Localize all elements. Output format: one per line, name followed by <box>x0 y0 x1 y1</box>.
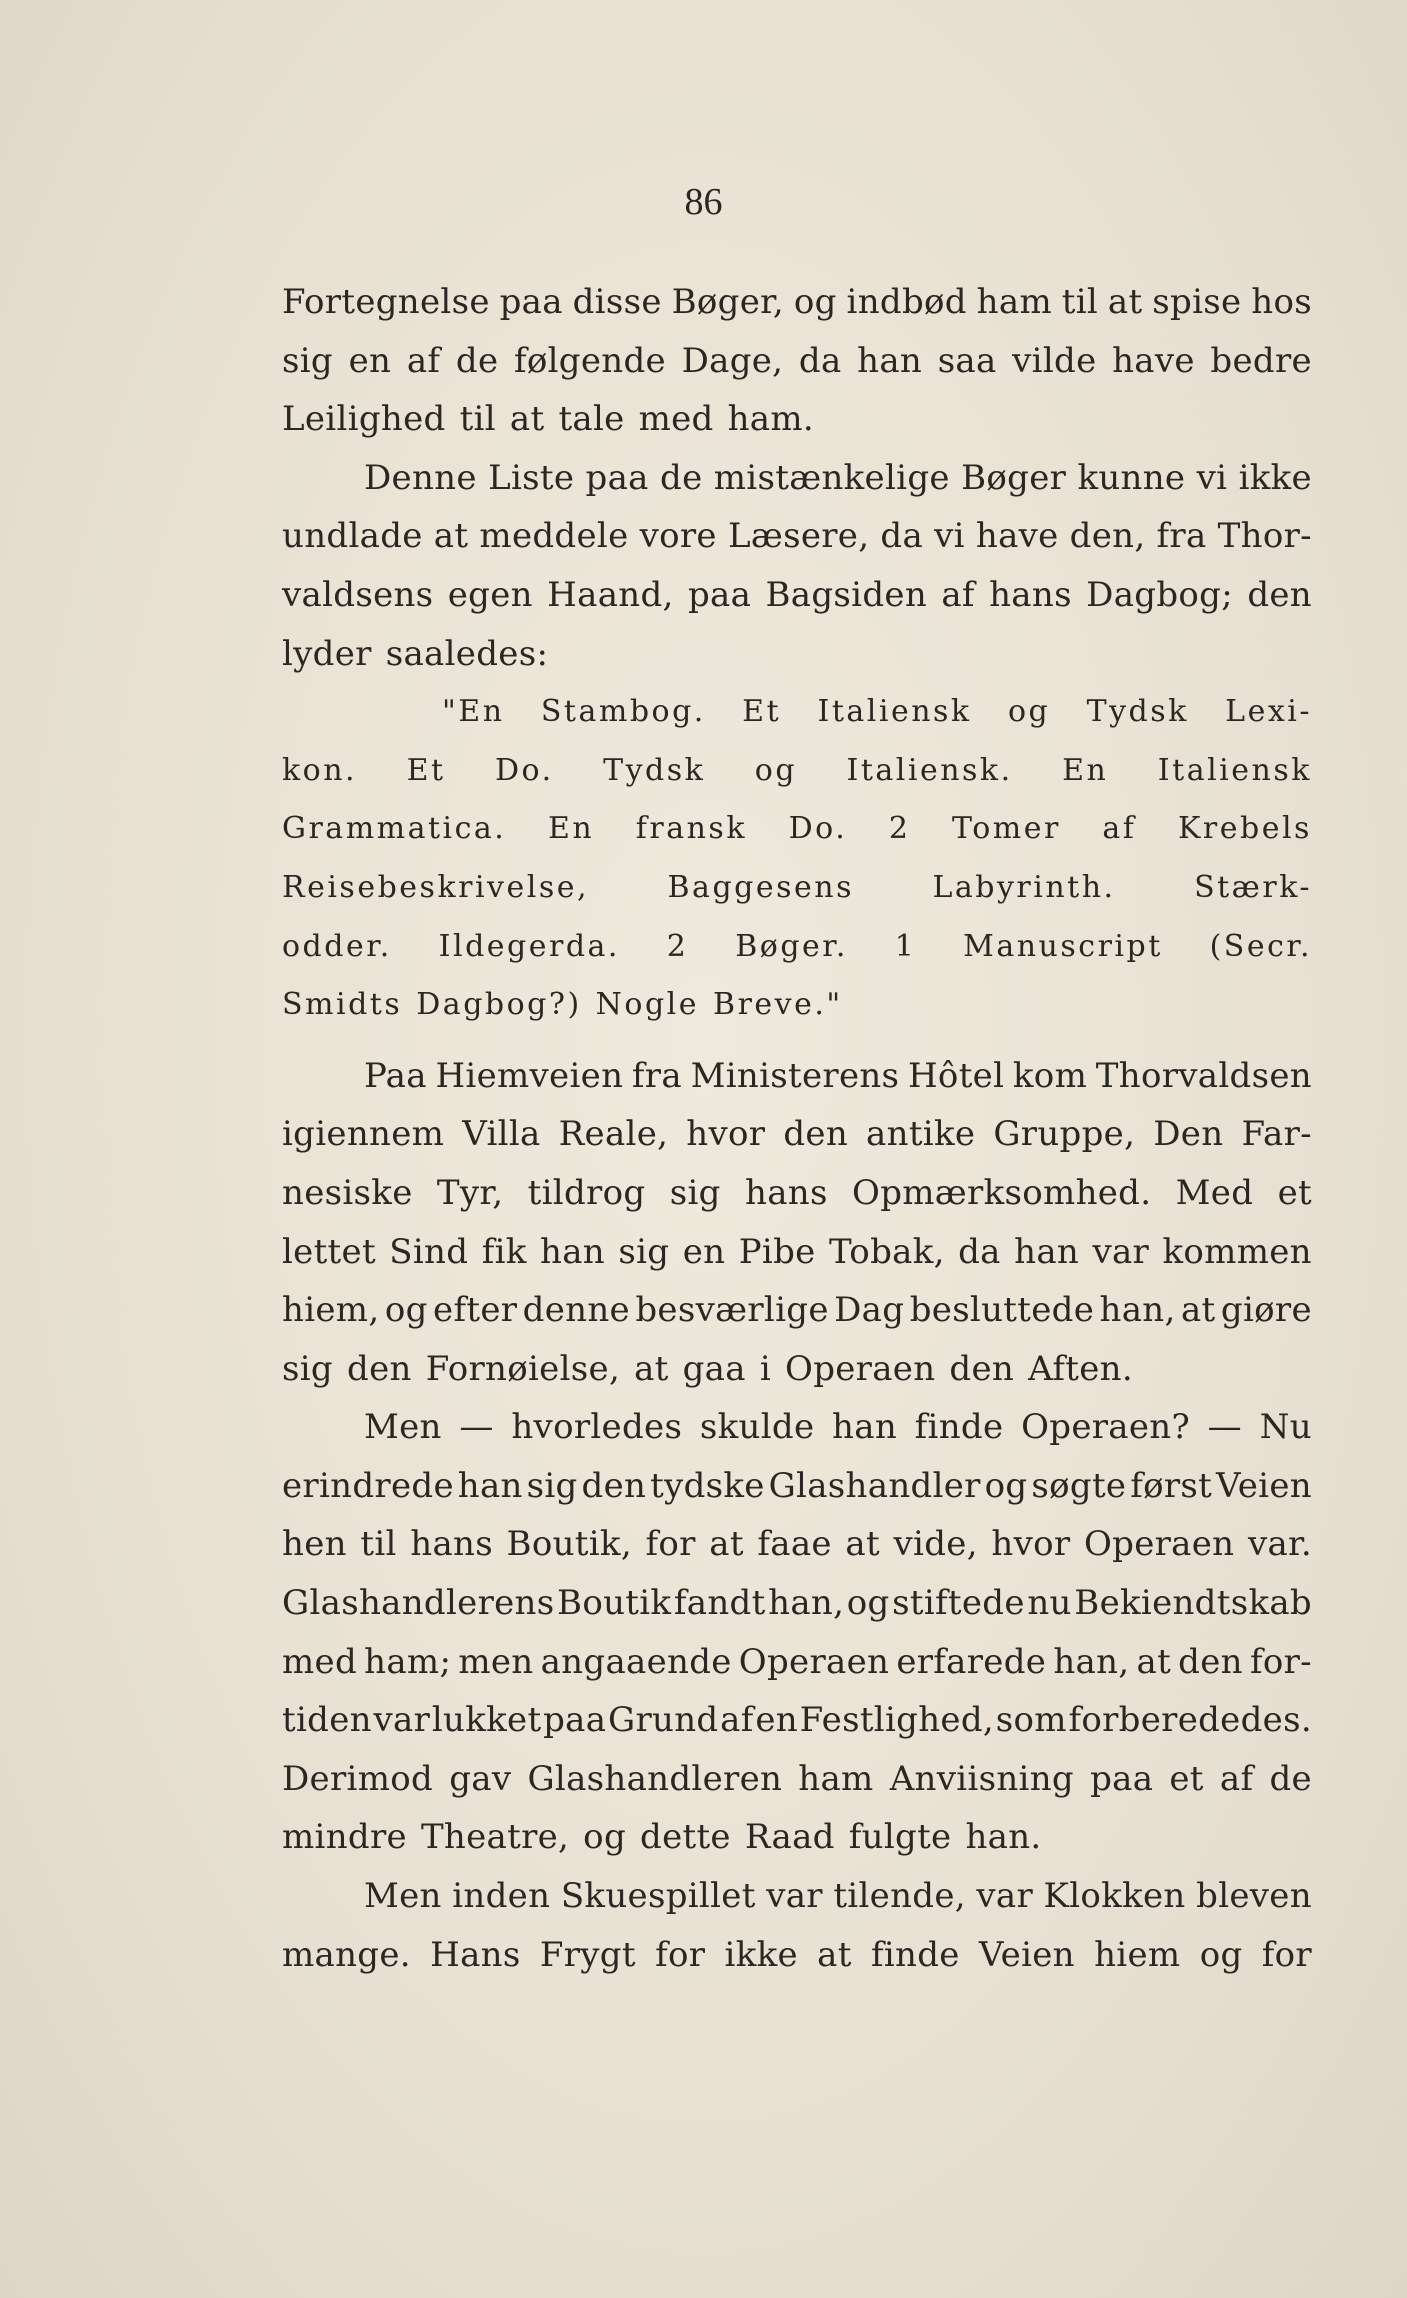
word: finde <box>914 1407 1004 1448</box>
paragraph-spacer <box>282 1035 1312 1047</box>
word: Tobak, <box>828 1231 945 1272</box>
word: var <box>766 1876 823 1917</box>
word: var <box>1092 1231 1150 1272</box>
text-line <box>282 1633 1312 1692</box>
word: vi <box>934 516 965 557</box>
word: fransk <box>635 811 748 847</box>
word: de <box>1269 1758 1312 1799</box>
word: Tomer <box>952 811 1061 847</box>
word: Reale, <box>558 1114 669 1155</box>
word: af <box>406 340 441 381</box>
word: kom <box>1012 1055 1088 1096</box>
word: Veien <box>1216 1465 1312 1506</box>
word: ham <box>798 1758 874 1799</box>
word: ham. <box>727 399 815 440</box>
word: Leilighed <box>282 399 446 440</box>
word: Glashandler <box>768 1465 981 1506</box>
word: bedre <box>1210 340 1312 381</box>
word: — <box>1207 1407 1242 1448</box>
word: angaaende <box>540 1641 732 1682</box>
paragraph <box>282 1047 1312 1399</box>
word: Hiemveien <box>435 1055 624 1096</box>
text-line <box>282 1808 1312 1867</box>
word: Nu <box>1259 1407 1312 1448</box>
word: besluttede <box>909 1290 1095 1331</box>
word: Far- <box>1241 1114 1312 1155</box>
text-line <box>282 683 1312 742</box>
word: nu <box>1027 1583 1072 1624</box>
word: Bøger, <box>671 282 785 322</box>
word: egen <box>447 574 533 615</box>
body-text <box>282 273 1312 1984</box>
text-line <box>282 800 1312 859</box>
word: Thorvaldsen <box>1095 1055 1312 1096</box>
word: Operaen <box>1083 1524 1235 1565</box>
word: af <box>1219 1758 1254 1799</box>
word: følgende <box>513 340 666 381</box>
word: Paa <box>364 1055 427 1096</box>
page-number: 86 <box>684 181 723 223</box>
word: dette <box>640 1817 731 1858</box>
book-list-quote <box>282 683 1312 1035</box>
word: at <box>634 1348 669 1389</box>
text-line <box>282 1105 1312 1164</box>
word: Denne <box>364 457 477 498</box>
word: Breve." <box>713 987 843 1023</box>
text-line <box>282 1164 1312 1223</box>
word: i <box>759 1348 772 1389</box>
text-line <box>282 449 1312 508</box>
word: Bøger <box>961 457 1067 498</box>
text-line <box>282 1926 1312 1985</box>
word: Raad <box>744 1817 835 1858</box>
word: ham <box>976 282 1052 322</box>
word: at <box>817 1934 852 1975</box>
word: saaledes: <box>385 633 549 674</box>
word: ham; <box>364 1641 452 1682</box>
word: var. <box>1247 1524 1312 1565</box>
word: mindre <box>282 1817 407 1858</box>
word: da <box>958 1231 1001 1272</box>
word: vore <box>639 516 717 557</box>
word: fra <box>631 1055 682 1096</box>
word: — <box>459 1407 494 1448</box>
word: Thor- <box>1217 516 1312 557</box>
word: lettet <box>282 1231 376 1272</box>
word: af <box>720 1700 754 1741</box>
word: han <box>540 1231 605 1272</box>
word: sig <box>669 1172 721 1213</box>
word: kon. <box>282 752 358 788</box>
word: han <box>857 340 923 381</box>
word: undlade <box>282 516 423 557</box>
word: (Secr. <box>1209 928 1312 964</box>
word: 2 <box>666 928 689 964</box>
word: Fornøielse, <box>425 1348 621 1389</box>
word: paa <box>543 1700 607 1741</box>
word: med <box>638 399 714 440</box>
word: til <box>360 1524 397 1565</box>
word: og <box>1007 694 1051 730</box>
word: den <box>1247 574 1312 615</box>
word: disse <box>572 282 662 322</box>
word: spise <box>1152 282 1242 322</box>
word: han, <box>1099 1290 1176 1331</box>
word: og <box>754 752 798 788</box>
word: En <box>547 811 595 847</box>
word: tildrog <box>527 1172 646 1213</box>
text-line <box>282 390 1312 449</box>
word: sig <box>618 1231 670 1272</box>
word: Fortegnelse <box>282 282 490 322</box>
word: Tydsk <box>1086 694 1189 730</box>
word: Hans <box>430 1934 521 1975</box>
word: Italiensk <box>1157 752 1312 788</box>
word: Bekiendtskab <box>1074 1583 1312 1624</box>
word: nesiske <box>282 1172 413 1213</box>
word: vi <box>1196 457 1228 498</box>
word: Anviisning <box>889 1758 1074 1799</box>
word: 2 <box>888 811 911 847</box>
word: saa <box>937 340 997 381</box>
word: Haand, <box>547 574 674 615</box>
word: var <box>976 1876 1034 1917</box>
word: den <box>347 1348 412 1389</box>
word: Festlighed, <box>799 1700 995 1741</box>
word: Grammatica. <box>282 811 507 847</box>
word: erfarede <box>896 1641 1047 1682</box>
word: søgte <box>1031 1465 1127 1506</box>
word: Derimod <box>282 1758 434 1799</box>
word: da <box>798 340 842 381</box>
word: Læsere, <box>727 516 870 557</box>
word: han <box>1014 1231 1080 1272</box>
word: Dag <box>834 1290 905 1331</box>
text-line <box>282 1750 1312 1809</box>
word: et <box>1169 1758 1204 1799</box>
word: hvor <box>991 1524 1071 1565</box>
word: Sind <box>389 1231 469 1272</box>
word: Dagbog; <box>1086 574 1233 615</box>
word: Veien <box>978 1934 1075 1975</box>
word: have <box>975 516 1059 557</box>
word: have <box>1112 340 1195 381</box>
word: men <box>458 1641 534 1682</box>
text-line <box>282 1047 1312 1106</box>
word: han. <box>965 1817 1042 1858</box>
word: sig <box>282 340 333 381</box>
word: Boutik, <box>506 1524 632 1565</box>
word: faae <box>757 1524 832 1565</box>
word: den <box>581 1465 647 1506</box>
word: fra <box>1156 516 1207 557</box>
word: erindrede <box>282 1465 454 1506</box>
word: og <box>984 1465 1028 1506</box>
word: Men <box>364 1407 442 1448</box>
word: efter <box>433 1290 518 1331</box>
word: Gruppe, <box>993 1114 1136 1155</box>
word: denne <box>522 1290 630 1331</box>
word: Nogle <box>595 987 700 1023</box>
word: at <box>509 399 545 440</box>
word: Manuscript <box>963 928 1163 964</box>
word: hen <box>282 1524 347 1565</box>
word: tilende, <box>833 1876 966 1917</box>
word: Italiensk <box>817 694 972 730</box>
word: at <box>1107 282 1143 322</box>
word: Theatre, <box>420 1817 570 1858</box>
word: lyder <box>282 633 372 674</box>
text-line <box>282 1223 1312 1282</box>
word: vilde <box>1012 340 1097 381</box>
word: den <box>783 1114 849 1155</box>
word: som <box>995 1700 1067 1741</box>
word: da <box>880 516 924 557</box>
word: at <box>1136 1641 1172 1682</box>
word: Opmærksomhed. <box>852 1172 1152 1213</box>
word: sig <box>526 1465 578 1506</box>
word: at <box>433 516 469 557</box>
word: Skuespillet <box>560 1876 756 1917</box>
text-line <box>282 976 1312 1035</box>
word: Med <box>1175 1172 1254 1213</box>
word: at <box>845 1524 880 1565</box>
word: han, <box>768 1583 845 1624</box>
word: en <box>682 1231 726 1272</box>
word: Den <box>1153 1114 1224 1155</box>
word: Baggesens <box>667 869 854 905</box>
word: Men <box>364 1876 442 1917</box>
word: Ministerens <box>690 1055 900 1096</box>
word: Et <box>742 694 782 730</box>
word: Liste <box>488 457 575 498</box>
word: stiftede <box>892 1583 1025 1624</box>
word: besværlige <box>635 1290 829 1331</box>
word: forberededes. <box>1068 1700 1312 1741</box>
word: skulde <box>699 1407 815 1448</box>
word: de <box>660 457 703 498</box>
word: for <box>655 1934 706 1975</box>
word: Italiensk. <box>846 752 1013 788</box>
word: hvorledes <box>511 1407 683 1448</box>
word: hos <box>1251 282 1312 322</box>
word: paa <box>499 282 563 322</box>
word: og <box>583 1817 627 1858</box>
word: mange. <box>282 1934 411 1975</box>
word: at <box>1180 1290 1216 1331</box>
text-line <box>282 566 1312 625</box>
word: Do. <box>494 752 554 788</box>
word: for- <box>1249 1641 1312 1682</box>
word: odder. <box>282 928 392 964</box>
text-line <box>282 1574 1312 1633</box>
word: af <box>941 574 975 615</box>
word: til <box>459 399 496 440</box>
word: Krebels <box>1178 811 1312 847</box>
paragraph <box>282 1867 1312 1984</box>
word: Ildegerda. <box>438 928 620 964</box>
text-line <box>282 1515 1312 1574</box>
text-line <box>282 1457 1312 1516</box>
text-line <box>282 273 1312 332</box>
word: Operaen? <box>1021 1407 1191 1448</box>
text-line <box>282 918 1312 977</box>
word: antike <box>866 1114 976 1155</box>
paragraph <box>282 449 1312 683</box>
word: Tydsk <box>603 752 706 788</box>
word: ikke <box>724 1934 798 1975</box>
word: og <box>1199 1934 1243 1975</box>
word: og <box>846 1583 890 1624</box>
word: 1 <box>894 928 917 964</box>
word: til <box>1061 282 1099 322</box>
word: "En <box>442 694 505 730</box>
word: for <box>1261 1934 1312 1975</box>
word: igiennem <box>282 1114 445 1155</box>
word: fik <box>481 1231 527 1272</box>
text-line <box>282 507 1312 566</box>
word: han <box>832 1407 898 1448</box>
word: finde <box>870 1934 960 1975</box>
word: giøre <box>1220 1290 1312 1331</box>
word: valdsens <box>282 574 434 615</box>
text-line <box>282 742 1312 801</box>
word: Stambog. <box>540 694 706 730</box>
word: ikke <box>1238 457 1312 498</box>
word: en <box>348 340 392 381</box>
word: at <box>709 1524 744 1565</box>
word: bleven <box>1196 1876 1312 1917</box>
word: af <box>1102 811 1137 847</box>
text-line <box>282 1867 1312 1926</box>
word: vide, <box>893 1524 978 1565</box>
word: Pibe <box>738 1231 816 1272</box>
word: fandt <box>673 1583 766 1624</box>
word: tale <box>558 399 625 440</box>
word: Boutik <box>557 1583 672 1624</box>
word: mistænkelige <box>713 457 950 498</box>
word: han, <box>1053 1641 1130 1682</box>
word: først <box>1130 1465 1213 1506</box>
word: Do. <box>788 811 848 847</box>
word: Grund <box>608 1700 719 1741</box>
word: Operaen <box>738 1641 890 1682</box>
word: hiem, <box>282 1290 380 1331</box>
word: Labyrinth. <box>932 869 1116 905</box>
text-line <box>282 1340 1312 1399</box>
word: Bagsiden <box>765 574 928 615</box>
word: lukket <box>431 1700 542 1741</box>
word: hiem <box>1094 1934 1181 1975</box>
word: paa <box>687 574 752 615</box>
word: hans <box>989 574 1072 615</box>
word: for <box>645 1524 696 1565</box>
word: fulgte <box>848 1817 952 1858</box>
text-line <box>282 1398 1312 1457</box>
word: Hôtel <box>907 1055 1005 1096</box>
word: kunne <box>1077 457 1186 498</box>
word: meddele <box>479 516 629 557</box>
word: og <box>384 1290 428 1331</box>
word: hans <box>410 1524 493 1565</box>
word: Tyr, <box>436 1172 504 1213</box>
word: Stærk- <box>1194 869 1312 905</box>
word: paa <box>1090 1758 1154 1799</box>
word: Bøger. <box>735 928 848 964</box>
word: Klokken <box>1043 1876 1186 1917</box>
word: tiden <box>282 1700 372 1741</box>
word: sig <box>282 1348 333 1389</box>
word: han <box>457 1465 523 1506</box>
text-line <box>282 332 1312 391</box>
word: Glashandlerens <box>282 1583 555 1624</box>
word: En <box>1062 752 1109 788</box>
word: hvor <box>686 1114 766 1155</box>
text-line <box>282 625 1312 684</box>
word: gav <box>449 1758 512 1799</box>
word: de <box>455 340 499 381</box>
word: med <box>282 1641 358 1682</box>
word: Glashandleren <box>527 1758 783 1799</box>
text-line <box>282 1281 1312 1340</box>
word: Dage, <box>681 340 784 381</box>
word: paa <box>585 457 649 498</box>
word: Reisebeskrivelse, <box>282 869 590 905</box>
word: inden <box>452 1876 551 1917</box>
word: indbød <box>846 282 967 322</box>
word: en <box>755 1700 798 1741</box>
word: Et <box>406 752 446 788</box>
word: Frygt <box>539 1934 636 1975</box>
word: et <box>1277 1172 1312 1213</box>
word: var <box>373 1700 431 1741</box>
word: Villa <box>462 1114 541 1155</box>
word: gaa <box>682 1348 746 1389</box>
word: Dagbog?) <box>416 987 582 1023</box>
text-line <box>282 1691 1312 1750</box>
word: tydske <box>650 1465 765 1506</box>
word: Lexi- <box>1225 694 1312 730</box>
word: den, <box>1069 516 1146 557</box>
word: Aften. <box>1028 1348 1133 1389</box>
paragraph <box>282 1398 1312 1867</box>
word: den <box>1178 1641 1243 1682</box>
word: den <box>949 1348 1015 1389</box>
text-line <box>282 859 1312 918</box>
word: Smidts <box>282 987 403 1023</box>
word: og <box>793 282 837 322</box>
word: kommen <box>1162 1231 1312 1272</box>
word: Operaen <box>785 1348 936 1389</box>
paragraph <box>282 273 1312 449</box>
word: hans <box>745 1172 828 1213</box>
